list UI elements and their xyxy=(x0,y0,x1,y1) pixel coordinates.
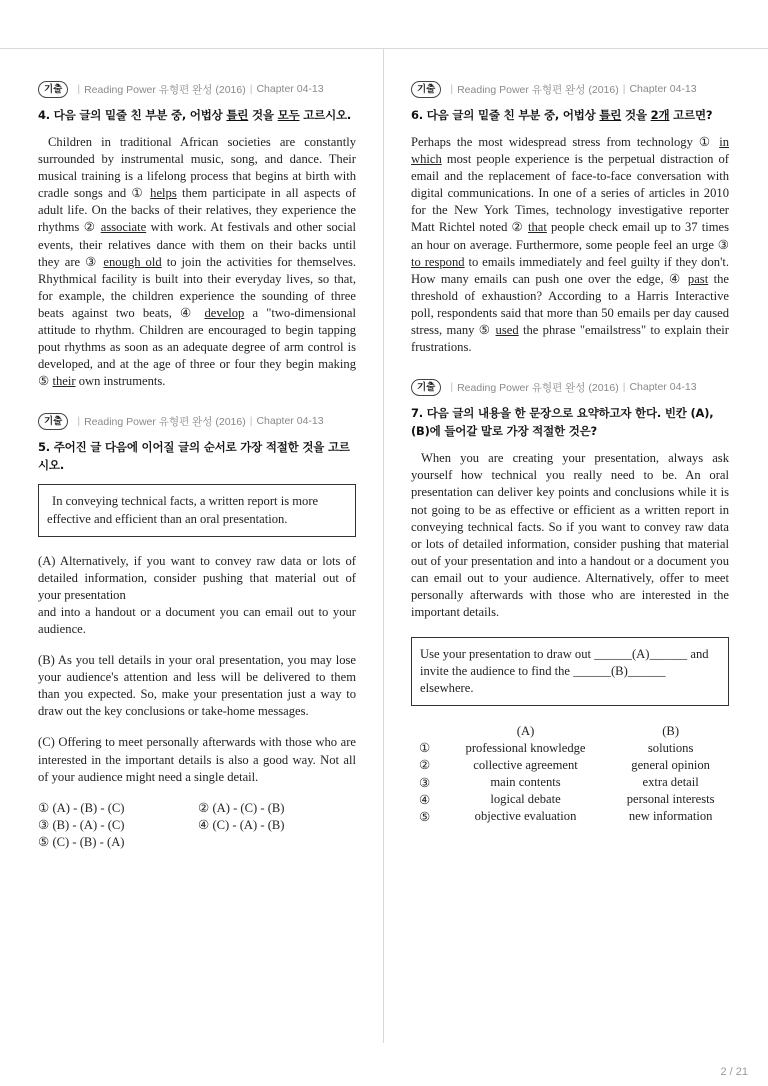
table-row: ⑤ objective evaluation new information xyxy=(419,809,713,824)
source-chapter: Chapter 04-13 xyxy=(256,415,324,428)
source-chapter: Chapter 04-13 xyxy=(629,83,697,95)
source-book: Reading Power 유형편 완성 (2016) xyxy=(84,83,246,96)
source-book: Reading Power 유형편 완성 (2016) xyxy=(84,415,246,428)
question-5-title: 5. 주어진 글 다음에 이어질 글의 순서로 가장 적절한 것을 고르시오. xyxy=(38,440,350,473)
past-exam-badge: 기출 xyxy=(411,379,441,396)
question-6-passage: Perhaps the most widespread stress from technology ① in which most people experience is the perpetual distraction of email and the replacement of face-to-face conversation with digital communications. In one of a series of articles in 2010 for the New York Times, technology investigative reporter Matt Richtel noted ② that people check email up to 37 times an hour on average. Furthermore, some people feel an urge ③ to respond to emails immediately and feel guilty if they don't. How many emails can push one over the edge, ④ past the threshold of exhaustion? According to a Harris Interactive poll, respondents said that more than 50 emails per day caused stress, many ⑤ used the phrase "emailstress" to explain their frustrations. xyxy=(411,135,729,355)
question-7-passage: When you are creating your presentation, always ask yourself how technical you really need to be. An oral presentation can deliver key points and conclusions while it is not going to be as effective or efficient as a written report in conveying technical facts. So if you want to convey raw data or lots of detailed information, consider pushing that material out of your presentation and into a handout or a document you can email out to your audience. Alternatively, offer to meet personally afterwards with those who are interested in the important details. xyxy=(411,451,729,620)
choice-2: ② (A) - (C) - (B) xyxy=(198,800,285,815)
question-7-title: 7. 다음 글의 내용을 한 문장으로 요약하고자 한다. 빈칸 (A), (B)에 들어갈 말로 가장 적절한 것은? xyxy=(411,406,714,439)
source-line: 기출 | Reading Power 유형편 완성 (2016) | Chapter 04-13 xyxy=(411,80,729,98)
source-book: Reading Power 유형편 완성 (2016) xyxy=(457,83,619,96)
past-exam-badge: 기출 xyxy=(38,413,68,430)
choice-1: ① (A) - (B) - (C) xyxy=(38,800,125,815)
question-7-answer-table xyxy=(419,722,729,825)
table-row: ③ main contents extra detail xyxy=(419,775,699,790)
question-7-summary-box: Use your presentation to draw out ______(A)______ and invite the audience to find the ______(B)______ elsewhere. xyxy=(411,637,729,706)
question-5-option-c: (C) Offering to meet personally afterwards with those who are interested in the important details is also a good way. Not all of your audience might need a single detail. xyxy=(38,735,356,784)
source-book: Reading Power 유형편 완성 (2016) xyxy=(457,381,619,394)
choice-5: ⑤ (C) - (B) - (A) xyxy=(38,834,125,849)
table-row: ① professional knowledge solutions xyxy=(419,740,694,756)
past-exam-badge: 기출 xyxy=(38,81,68,98)
right-column xyxy=(411,80,729,826)
table-header xyxy=(419,722,729,739)
question-4-title: 4. 다음 글의 밑줄 친 부분 중, 어법상 틀린 것을 모두 고르시오. xyxy=(38,108,352,122)
column-b-header: (B) xyxy=(662,723,680,738)
past-exam-badge: 기출 xyxy=(411,81,441,98)
left-column xyxy=(38,80,356,851)
source-line: 기출 | Reading Power 유형편 완성 (2016) | Chapter 04-13 xyxy=(411,378,729,396)
table-row: ② collective agreement general opinion xyxy=(419,757,710,773)
choice-3: ③ (B) - (A) - (C) xyxy=(38,817,125,832)
source-chapter: Chapter 04-13 xyxy=(629,381,697,394)
choice-4: ④ (C) - (A) - (B) xyxy=(198,817,285,832)
question-6-title: 6. 다음 글의 밑줄 친 부분 중, 어법상 틀린 것을 2개 고르면? xyxy=(411,108,713,122)
source-chapter: Chapter 04-13 xyxy=(256,83,324,95)
column-divider xyxy=(383,48,384,1043)
table-row: ④ logical debate personal interests xyxy=(419,792,715,807)
column-a-header: (A) xyxy=(516,723,535,738)
question-4-passage: Children in traditional African societies are constantly surrounded by instrumental music, song, and dance. Their musical training is a lifelong process that begins at birth with cradle songs and ① helps them participate in all aspects of adult life. On the backs of their relatives, they experience the rhythms ② associate with work. At festivals and other social events, their relatives dance with them on their backs until they are ③ enough old to join the activities for themselves. Rhythmical facility is built into their everyday lives, so that, for example, the children experience the sounding of three beats against two beats, ④ develop a "two-dimensional attitude to rhythm. Children are encouraged to begin tapping pout rhythms as soon as an adequate degree of arm control is developed, and at the age of three or four they begin making ⑤ their own instruments. xyxy=(38,135,357,389)
source-line: 기출 | Reading Power 유형편 완성 (2016) | Chapter 04-13 xyxy=(38,412,356,430)
question-5-choices xyxy=(38,800,356,851)
top-divider xyxy=(0,48,768,49)
page-number: 2 / 21 xyxy=(720,1066,748,1078)
question-5-option-b: (B) As you tell details in your oral presentation, you may lose your audience's attention and less will be delivered to them than you expected. So, make your presentation just a way to draw out the key conclusions or take-home messages. xyxy=(38,653,356,719)
source-line: 기출 | Reading Power 유형편 완성 (2016) | Chapter 04-13 xyxy=(38,80,356,98)
question-5-option-a: (A) Alternatively, if you want to convey raw data or lots of detailed information, consider pushing that material out of your presentation and into a handout or a document you can email out to your audience. xyxy=(38,553,356,636)
question-5-given-box: In conveying technical facts, a written report is more effective and efficient than an oral presentation. xyxy=(38,484,356,536)
